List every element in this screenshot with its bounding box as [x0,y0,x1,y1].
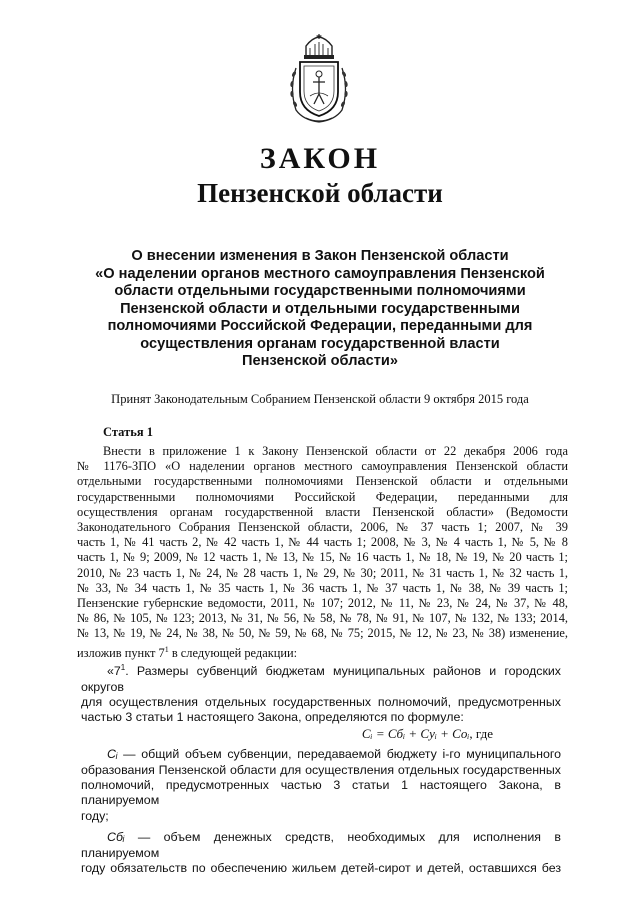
quote-text: . Размеры субвенций бюджетам муниципальных районов и городских округов [81,664,561,694]
coat-of-arms-icon [286,34,352,124]
article-line: часть 1, № 9; 2009, № 12 часть 1, № 13, № 15, № 16 часть 1, № 18, № 19, № 20 часть 1; [77,550,568,565]
article-last-before: изложив пункт 7 [77,645,165,660]
heading-line: осуществления органам государственной власти [140,335,500,352]
article-line: отдельными государственными полномочиями Пензенской области и отдельными [77,474,568,489]
quote-line [81,660,561,695]
article-last-sup: 1 [164,644,169,654]
article-line [77,642,568,661]
heading-line: области отдельными государственными полномочиями [114,283,526,299]
document-subtitle: Пензенской области [197,178,443,208]
definition-line: образования Пензенской области для осуществления отдельных государственных [81,762,561,777]
definition-text: — общий объем субвенции, передаваемой бюджету i-го муниципального [117,747,561,762]
formula-expression: Cᵢ = Cбᵢ + Cyᵢ + Coᵢ [361,725,470,741]
definition-line: полномочий, предусмотренных частью 3 статьи 1 настоящего Закона, в планируемом [81,777,561,808]
article-line: № 86, № 105, № 123; 2013, № 31, № 56, № 58, № 78, № 91, № 107, № 132, № 133; 2014, [77,611,568,626]
formula [81,726,561,741]
article-title: Статья 1 [103,425,153,439]
formula-suffix: , где [469,725,493,741]
quoted-provision [81,660,561,876]
definition-text: — объем денежных средств, необходимых для исполнения в планируемом [81,830,561,860]
quote-open: «7 [107,664,121,679]
article-line: Внести в приложение 1 к Закону Пензенской области от 22 декабря 2006 года [103,444,568,458]
definition-line: году; [81,808,109,823]
definition-symbol: Cбᵢ [107,830,125,845]
quote-line: частью 3 статьи 1 настоящего Закона, определяются по формуле: [81,710,464,725]
article-line: № 1176-ЗПО «О наделении органов местного самоуправления Пензенской области [77,459,568,474]
heading-line: Пензенской области» [242,353,398,369]
article-last-after: в следующей редакции: [168,645,298,660]
article-body [77,444,568,661]
adoption-note: Принят Законодательным Собранием Пензенской области 9 октября 2015 года [111,392,529,406]
law-heading [70,248,570,371]
heading-line: полномочиями Российской Федерации, переданными для [107,318,533,334]
article-line: Законодательного Собрания Пензенской области, 2006, № 37 часть 1; 2007, № 39 [77,520,568,535]
article-line: 2010, № 23 часть 1, № 24, № 28 часть 1, № 29, № 30; 2011, № 31 часть 1, № 32 часть 1, [77,565,568,580]
heading-line: «О наделении органов местного самоуправления Пензенской [95,265,545,282]
document-title: ЗАКОН [259,142,381,175]
definition-ci [81,747,561,824]
definition-line: году обязательств по обеспечению жильем детей-сирот и детей, оставшихся без [81,861,561,875]
article-line: часть 1, № 41 часть 2, № 42 часть 1, № 44 часть 1; 2008, № 3, № 4 часть 1, № 5, № 8 [77,535,568,550]
article-line: № 33, № 34 часть 1, № 35 часть 1, № 36 часть 1, № 37 часть 1, № 38, № 39 часть 1; [77,580,568,595]
definition-symbol: Cᵢ [107,747,118,762]
article-line: № 13, № 19, № 24, № 38, № 50, № 59, № 68, № 75; 2015, № 12, № 23, № 38) изменение, [77,626,568,641]
article-line: государственными полномочиями Российской Федерации, переданными для [77,489,568,504]
article-line: Пензенские губернские ведомости, 2011, № 107; 2012, № 11, № 23, № 24, № 37, № 48, [77,596,568,611]
definition-line [81,747,561,762]
quote-line: для осуществления отдельных государственных полномочий, предусмотренных [81,694,561,709]
definition-line [81,830,561,861]
heading-line: Пензенской области и отдельными государственными [120,300,520,317]
definition-cbi [81,830,561,876]
quote-sup: 1 [120,663,126,672]
article-line: осуществления органам государственной власти Пензенской области» (Ведомости [77,504,568,519]
heading-line: О внесении изменения в Закон Пензенской области [131,248,509,264]
